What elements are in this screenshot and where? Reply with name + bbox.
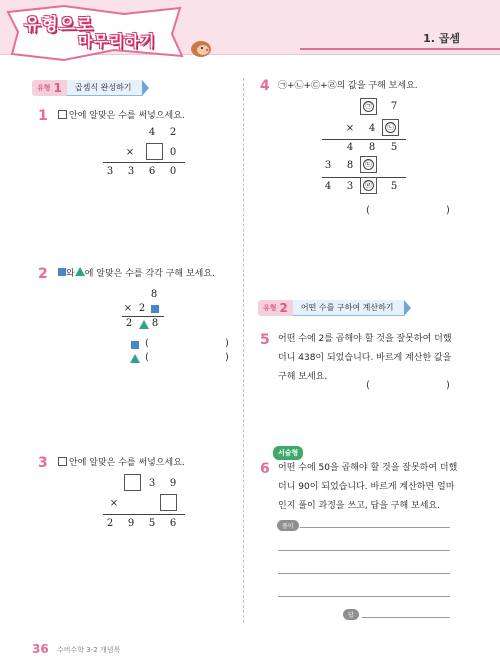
q2-text-a: 와 bbox=[66, 269, 75, 279]
q3-digit: 9 bbox=[169, 478, 177, 489]
q4-result-digit: 4 bbox=[324, 181, 332, 192]
q2-times: × bbox=[123, 303, 133, 314]
paren-close: ) bbox=[446, 205, 450, 216]
q4-answer-field[interactable] bbox=[373, 204, 443, 218]
q1-rule bbox=[103, 162, 185, 163]
q4-p2-digit: 3 bbox=[324, 160, 332, 171]
column-divider bbox=[243, 78, 244, 623]
page-number: 36 bbox=[32, 642, 49, 656]
section-title-line2: 마무리하기 bbox=[78, 32, 156, 50]
q3-result-digit: 5 bbox=[148, 518, 156, 529]
type-label: 어떤 수를 구하여 계산하기 bbox=[293, 300, 404, 316]
question6-line3: 인지 풀이 과정을 쓰고, 답을 구해 보세요. bbox=[278, 501, 440, 511]
solution-line[interactable] bbox=[300, 527, 450, 528]
q4-p2-digit: 8 bbox=[346, 160, 354, 171]
q4-p1-digit: 8 bbox=[368, 142, 376, 153]
paren-close: ) bbox=[446, 380, 450, 391]
solution-line[interactable] bbox=[278, 550, 450, 551]
banner-arrow-icon bbox=[404, 300, 411, 316]
q3-rule bbox=[103, 514, 185, 515]
green-triangle-icon bbox=[75, 267, 85, 276]
q3-answer-box[interactable] bbox=[160, 494, 177, 511]
paren-open: ( bbox=[366, 380, 370, 391]
solution-label: 풀이 bbox=[277, 520, 299, 531]
page-header bbox=[0, 0, 500, 55]
paren-close: ) bbox=[225, 338, 229, 349]
q1-answer-box[interactable] bbox=[146, 143, 163, 160]
question1-label: 안에 알맞은 수를 써넣으세요. bbox=[69, 111, 185, 121]
answer-line[interactable] bbox=[362, 617, 450, 618]
q1-result-digit: 6 bbox=[148, 166, 156, 177]
paren-open: ( bbox=[366, 205, 370, 216]
question2-number: 2 bbox=[38, 266, 48, 282]
q2-result-digit: 8 bbox=[151, 318, 159, 329]
question2-text bbox=[58, 265, 215, 284]
q4-digit: 7 bbox=[390, 101, 398, 112]
q2-square-answer-field[interactable] bbox=[152, 337, 222, 351]
green-triangle-icon bbox=[130, 354, 140, 363]
book-title: 수비수학 3-2 개념북 bbox=[57, 646, 121, 654]
section-title-line1: 유형으로 bbox=[24, 15, 94, 35]
paren-open: ( bbox=[145, 352, 149, 363]
question5-line3: 구해 보세요. bbox=[278, 372, 328, 382]
q4-result-digit: 5 bbox=[390, 181, 398, 192]
descriptive-badge: 서술형 bbox=[273, 446, 303, 460]
blue-square-icon bbox=[131, 341, 139, 349]
q1-result-digit: 0 bbox=[169, 166, 177, 177]
q1-result-digit: 3 bbox=[106, 166, 114, 177]
q4-digit: 4 bbox=[368, 123, 376, 134]
green-triangle-icon bbox=[139, 320, 149, 329]
q1-digit: 4 bbox=[148, 127, 156, 138]
q3-digit: 3 bbox=[148, 478, 156, 489]
question6-number: 6 bbox=[260, 461, 270, 477]
q2-digit: 8 bbox=[150, 289, 158, 300]
chapter-title: 1. 곱셈 bbox=[423, 32, 460, 45]
question6-line1: 어떤 수에 50을 곱해야 할 것을 잘못하여 더했 bbox=[278, 463, 458, 473]
type-label: 곱셈식 완성하기 bbox=[67, 80, 142, 96]
q4-result-digit: 3 bbox=[346, 181, 354, 192]
question3-label: 안에 알맞은 수를 써넣으세요. bbox=[69, 458, 185, 468]
q4-p1-digit: 5 bbox=[390, 142, 398, 153]
paren-open: ( bbox=[145, 338, 149, 349]
type-number: 2 bbox=[279, 300, 293, 316]
q3-result-digit: 6 bbox=[169, 518, 177, 529]
type-tag: 유형 bbox=[258, 300, 279, 316]
chapter-underline bbox=[300, 48, 500, 50]
type1-banner bbox=[32, 80, 149, 96]
blank-box-icon bbox=[58, 110, 67, 119]
q2-text-b: 에 알맞은 수를 각각 구해 보세요. bbox=[84, 269, 215, 279]
q4-symbol-1: ㉠ bbox=[365, 102, 372, 110]
solution-line[interactable] bbox=[278, 596, 450, 597]
question3-number: 3 bbox=[38, 455, 48, 471]
question1-number: 1 bbox=[38, 108, 48, 124]
type-tag: 유형 bbox=[32, 80, 53, 96]
hedgehog-mascot-icon bbox=[188, 36, 214, 58]
q4-symbol-2: ㉡ bbox=[387, 123, 394, 131]
paren-close: ) bbox=[225, 352, 229, 363]
question1-text bbox=[58, 107, 185, 126]
q3-answer-box[interactable] bbox=[124, 474, 141, 491]
q1-digit: 2 bbox=[169, 127, 177, 138]
q1-times: × bbox=[125, 147, 135, 158]
q3-result-digit: 2 bbox=[106, 518, 114, 529]
q4-rule bbox=[322, 139, 406, 140]
banner-arrow-icon bbox=[142, 80, 149, 96]
type-number: 1 bbox=[53, 80, 67, 96]
q4-symbol-3: ㉢ bbox=[365, 160, 372, 168]
q4-times: × bbox=[345, 123, 355, 134]
question5-number: 5 bbox=[260, 332, 270, 348]
q5-answer-field[interactable] bbox=[373, 379, 443, 393]
q1-digit: 0 bbox=[169, 147, 177, 158]
q2-triangle-answer-field[interactable] bbox=[152, 351, 222, 365]
q1-result-digit: 3 bbox=[127, 166, 135, 177]
solution-line[interactable] bbox=[278, 573, 450, 574]
question4-number: 4 bbox=[260, 78, 270, 94]
q4-symbol-4: ㉣ bbox=[365, 181, 372, 189]
q2-digit: 2 bbox=[138, 303, 146, 314]
blue-square-icon bbox=[58, 268, 66, 276]
question4-text: ㉠+㉡+㉢+㉣의 값을 구해 보세요. bbox=[278, 81, 418, 91]
question6-line2: 더니 90이 되었습니다. 바르게 계산하면 얼마 bbox=[278, 482, 455, 492]
question5-line2: 더니 438이 되었습니다. 바르게 계산한 값을 bbox=[278, 353, 452, 363]
question5-line1: 어떤 수에 2를 곱해야 할 것을 잘못하여 더했 bbox=[278, 334, 452, 344]
q3-result-digit: 9 bbox=[127, 518, 135, 529]
blank-box-icon bbox=[58, 457, 67, 466]
blue-square-icon bbox=[151, 305, 159, 313]
q4-p1-digit: 4 bbox=[346, 142, 354, 153]
q2-result-digit: 2 bbox=[125, 318, 133, 329]
q2-rule bbox=[122, 316, 164, 317]
question3-text bbox=[58, 454, 185, 473]
type2-banner bbox=[258, 300, 411, 316]
answer-label: 답 bbox=[343, 609, 359, 620]
q3-times: × bbox=[109, 498, 119, 509]
